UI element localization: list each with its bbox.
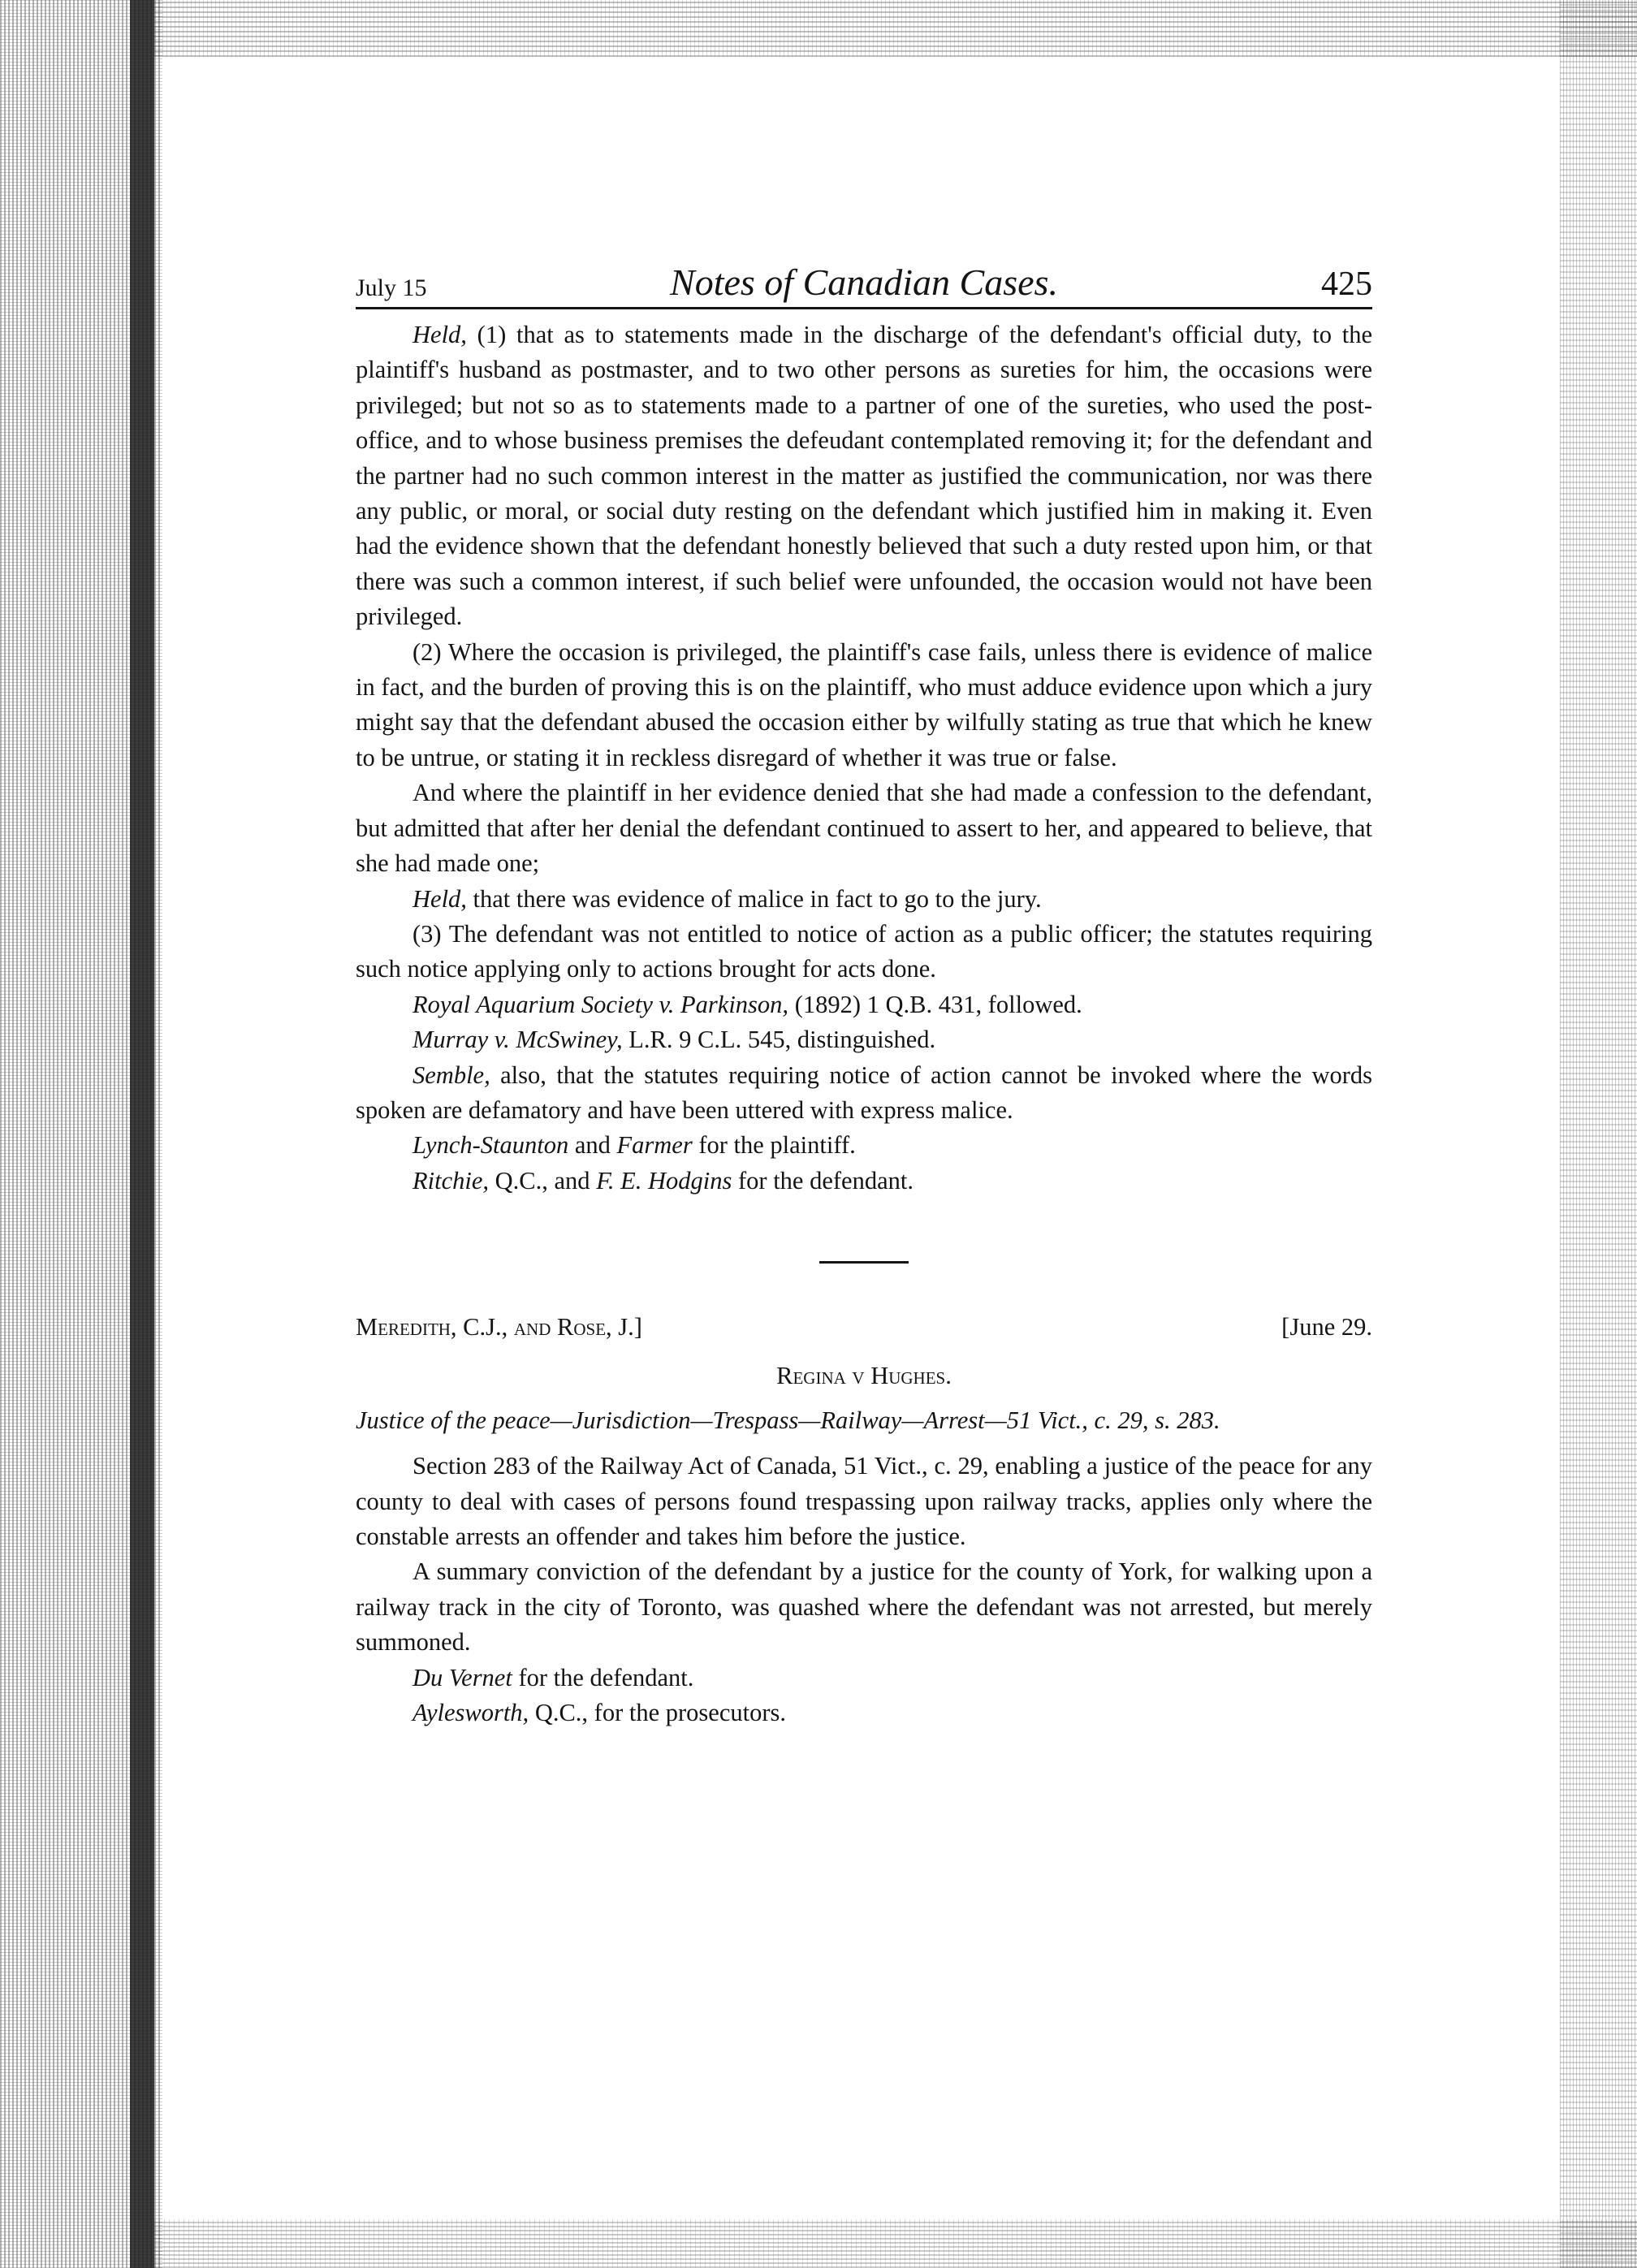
scan-binding-shadow <box>130 0 154 2268</box>
counsel-name: Ritchie, <box>412 1166 490 1194</box>
counsel-role: for the defendant. <box>732 1166 914 1194</box>
court-line <box>356 1309 1372 1345</box>
counsel-joiner: Q.C., and <box>489 1166 597 1194</box>
counsel-plaintiff <box>356 1128 1372 1163</box>
case-2-body <box>356 1449 1372 1730</box>
held-label: Held, <box>412 321 467 348</box>
running-header <box>356 244 1372 309</box>
semble-text: also, that the statutes requiring notice of action cannot be invoked where the words spoken are defamatory and have been uttered with express malice. <box>356 1061 1372 1124</box>
counsel-name: F. E. Hodgins <box>596 1166 732 1194</box>
scan-edge-top <box>154 0 1637 57</box>
counsel-role: for the defendant. <box>512 1663 694 1691</box>
header-date: July 15 <box>356 274 427 301</box>
counsel-name: Aylesworth, <box>412 1699 529 1726</box>
headnote: Justice of the peace—Jurisdiction—Trespass—Railway—Arrest—51 Vict., c. 29, s. 283. <box>356 1406 1220 1435</box>
header-title: Notes of Canadian Cases. <box>670 261 1058 303</box>
counsel-name: Farmer <box>616 1131 693 1160</box>
held-paragraph-1 <box>356 318 1372 635</box>
citation-1 <box>356 987 1372 1022</box>
paragraph-4: (3) The defendant was not entitled to notice of action as a public officer; the statutes requiring such notice applying only to actions brought for acts done. <box>356 919 1372 983</box>
decision-date: [June 29. <box>1281 1313 1372 1341</box>
paragraph-2: (2) Where the occasion is privileged, the plaintiff's case fails, unless there is evidence of malice in fact, and the burden of proving this is on the plaintiff, who must adduce evidence upon which a jury might say that the defendant abused the occasion either by wilfully stating as true that which he knew to be untrue, or stating it in reckless disregard of whether it was true or false. <box>356 637 1372 771</box>
page-number: 425 <box>1321 266 1372 303</box>
scan-edge-bottom <box>154 2219 1637 2268</box>
semble-paragraph <box>356 1058 1372 1129</box>
scan-edge-right <box>1560 0 1637 2268</box>
held-text: that there was evidence of malice in fact to go to the jury. <box>466 884 1042 913</box>
counsel-defendant <box>356 1661 1372 1696</box>
counsel-name: Lynch-Staunton <box>412 1131 569 1160</box>
counsel-name: Du Vernet <box>412 1663 512 1691</box>
held-paragraph-2 <box>356 882 1372 917</box>
held-label: Held, <box>412 884 467 913</box>
counsel-defendant <box>356 1164 1372 1199</box>
page <box>356 244 1372 1730</box>
citation-detail: (1892) 1 Q.B. 431, followed. <box>788 990 1082 1018</box>
citation-name: Murray v. McSwiney, <box>412 1026 623 1054</box>
counsel-joiner: and <box>568 1131 617 1160</box>
semble-label: Semble, <box>412 1061 490 1089</box>
case-1-body <box>356 318 1372 1199</box>
counsel-prosecutors <box>356 1696 1372 1730</box>
section-divider <box>819 1261 909 1264</box>
counsel-role: for the plaintiff. <box>692 1131 856 1160</box>
paragraph-3: And where the plaintiff in her evidence denied that she had made a confession to the defendant, but admitted that after her denial the defendant continued to assert to her, and appeared to believe, that she had made one; <box>356 779 1372 878</box>
citation-name: Royal Aquarium Society v. Parkinson, <box>412 990 789 1018</box>
paragraph-2: A summary conviction of the defendant by a justice for the county of York, for walking upon a railway track in the city of Toronto, was quashed where the defendant was not arrested, but merely summoned. <box>356 1557 1372 1657</box>
judges: Meredith, C.J., and Rose, J.] <box>356 1313 642 1341</box>
paragraph-1: Section 283 of the Railway Act of Canada, 51 Vict., c. 29, enabling a justice of the peace for any county to deal with cases of persons found trespassing upon railway tracks, applies only where the constable arrests an offender and takes him before the justice. <box>356 1452 1372 1550</box>
case-name: Regina v Hughes. <box>776 1362 952 1390</box>
held-text: (1) that as to statements made in the discharge of the defendant's official duty, to the plaintiff's husband as postmaster, and to two other persons as sureties for him, the occasions were privileged; but not so as to statements made to a partner of one of the sureties, who used the post-office, and to whose business premises the defeudant contemplated removing it; for the defendant and the partner had no such common interest in the matter as justified the communication, nor was there any public, or moral, or social duty resting on the defendant which justified him in making it. Even had the evidence shown that the defendant honestly believed that such a duty rested upon him, or that there was such a common interest, if such belief were unfounded, the occasion would not have been privileged. <box>356 321 1372 631</box>
counsel-role: Q.C., for the prosecutors. <box>529 1699 786 1726</box>
citation-detail: L.R. 9 C.L. 545, distinguished. <box>622 1026 936 1054</box>
citation-2 <box>356 1022 1372 1057</box>
